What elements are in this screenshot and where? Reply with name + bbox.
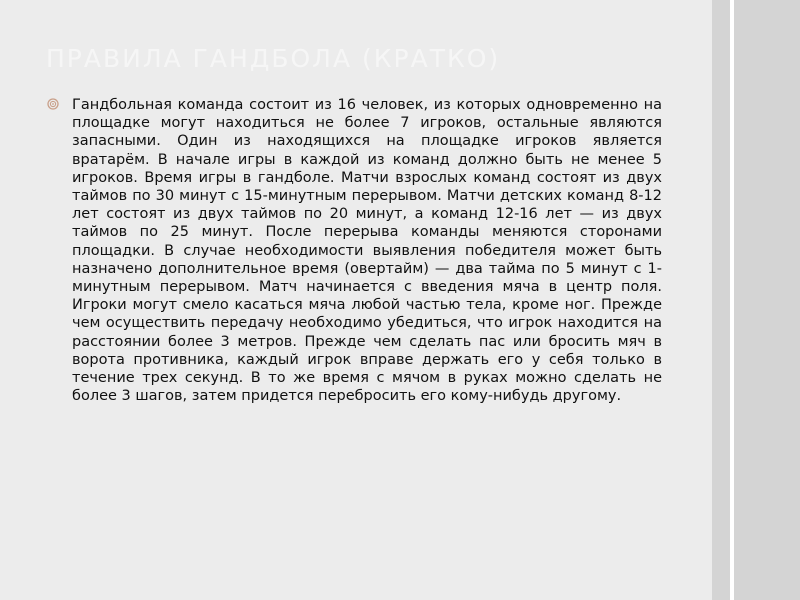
- target-bullet-icon: [47, 98, 59, 110]
- body-paragraph: Гандбольная команда состоит из 16 человек, из которых одновременно на площадке могут находиться не более 7 игроков, остальные являются запасными. Один из находящихся на площадке игроков является вратарём. В начале игры в каждой из команд должно быть не менее 5 игроков. Время игры в гандболе. Матчи взрослых команд состоят из двух таймов по 30 минут с 15-минутным перерывом. Матчи детских команд 8-12 лет состоят из двух таймов по 20 минут, а команд 12-16 лет — из двух таймов по 25 минут. После перерыва команды меняются сторонами площадки. В случае необходимости выявления победителя может быть назначено дополнительное время (овертайм) — два тайма по 5 минут с 1-минутным перерывом. Матч начинается с введения мяча в центр поля. Игроки могут смело касаться мяча любой частью тела, кроме ног. Прежде чем осуществить передачу необходимо убедиться, что игрок находится на расстоянии более 3 метров. Прежде чем сделать пас или бросить мяч в ворота противника, каждый игрок вправе держать его у себя только в течение трех секунд. В то же время с мячом в руках можно сделать не более 3 шагов, затем придется перебросить его кому-нибудь другому.: [72, 97, 662, 405]
- slide-title: ПРАВИЛА ГАНДБОЛА (КРАТКО): [46, 44, 501, 73]
- decorative-side-band: [712, 0, 800, 600]
- decorative-side-line: [730, 0, 734, 600]
